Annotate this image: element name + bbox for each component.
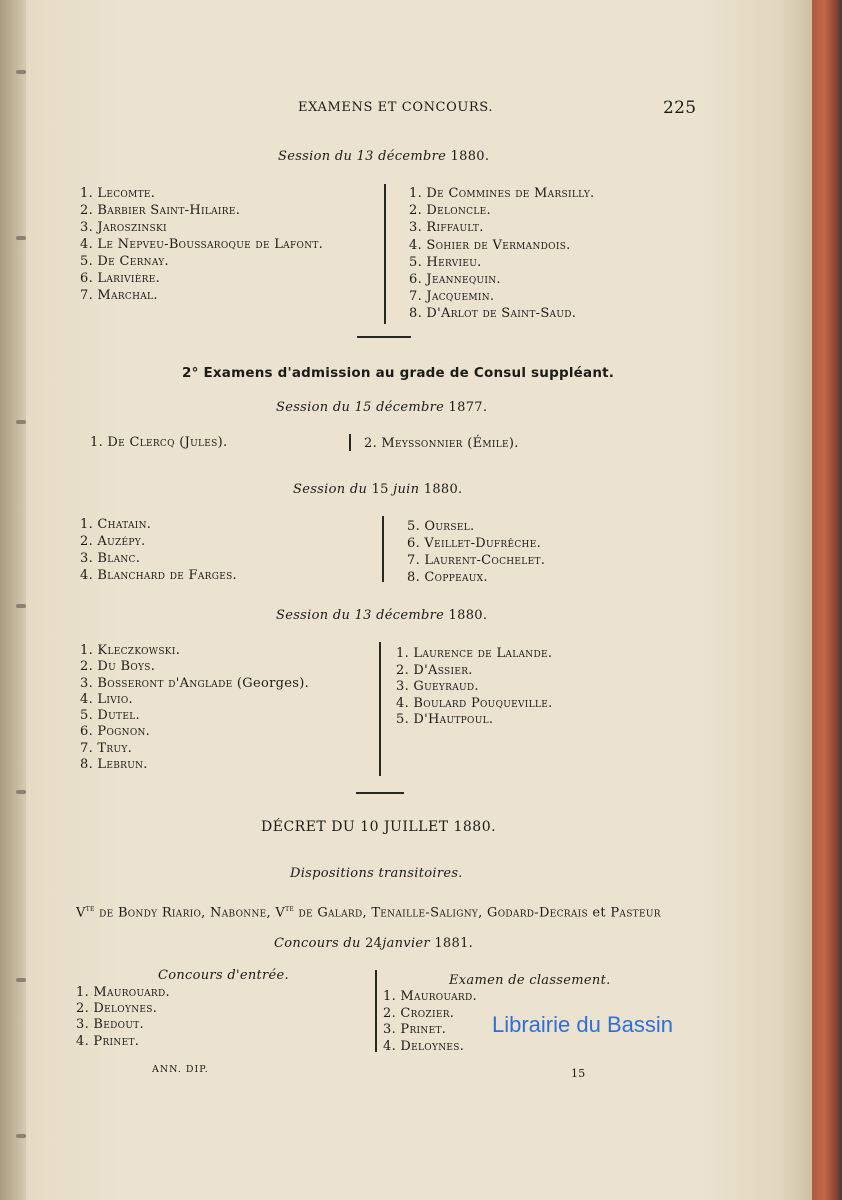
list-item: 5. D'Hautpoul. bbox=[396, 712, 494, 727]
vicomte-abbr: V bbox=[76, 905, 86, 921]
concours-month: janvier bbox=[382, 936, 430, 951]
list-item: 2. D'Assier. bbox=[396, 662, 473, 678]
session-year: 1880. bbox=[450, 149, 490, 164]
session-heading-1 bbox=[278, 149, 489, 164]
list-item: 7. Truy. bbox=[80, 740, 133, 756]
session-word: Session bbox=[276, 400, 329, 415]
binding-stitch bbox=[16, 420, 26, 424]
session-month: juin bbox=[393, 482, 420, 497]
conjunction: et bbox=[592, 905, 606, 921]
binding-stitch bbox=[16, 1134, 26, 1138]
list-item: 3. Bedout. bbox=[76, 1017, 144, 1033]
section-rule bbox=[356, 792, 404, 794]
right-column-title: Examen de classement. bbox=[449, 973, 611, 988]
list-item: 1. De Commines de Marsilly. bbox=[409, 186, 595, 201]
list-item: 1. Maurouard. bbox=[383, 989, 477, 1004]
binding-stitch bbox=[16, 978, 26, 982]
concours-heading bbox=[274, 936, 473, 951]
binding-stitch bbox=[16, 236, 26, 240]
list-item: 8. D'Arlot de Saint-Saud. bbox=[409, 306, 577, 322]
sheet-number: 15 bbox=[571, 1067, 586, 1080]
decret-title: DÉCRET DU 10 JUILLET 1880. bbox=[261, 819, 497, 835]
list-item: 3. Gueyraud. bbox=[396, 679, 479, 694]
list-item: 4. Prinet. bbox=[76, 1033, 140, 1049]
list-item: 4. Blanchard de Farges. bbox=[80, 568, 237, 583]
list-item: 4. Deloynes. bbox=[383, 1038, 465, 1054]
first-name: (Georges). bbox=[236, 675, 310, 691]
session-du: du bbox=[349, 482, 368, 497]
session-date: 13 décembre bbox=[354, 608, 445, 623]
binding-stitch bbox=[16, 604, 26, 608]
list-item: 2. Du Boys. bbox=[80, 659, 156, 675]
left-column-title: Concours d'entrée. bbox=[158, 968, 289, 983]
list-item: 5. Oursel. bbox=[407, 519, 475, 534]
session-du: du bbox=[332, 400, 351, 415]
names-part: Pasteur bbox=[605, 905, 661, 921]
vicomte-sup: te bbox=[85, 904, 95, 913]
column-divider bbox=[349, 434, 351, 451]
list-item: 5. Dutel. bbox=[80, 708, 140, 724]
decret-subtitle: Dispositions transitoires. bbox=[290, 866, 463, 881]
list-item: 1. Kleczkowski. bbox=[80, 643, 181, 658]
s3-right-list bbox=[396, 646, 553, 729]
laureate-right bbox=[364, 436, 519, 451]
list-item: 6. Veillet-Dufrêche. bbox=[407, 536, 542, 551]
session-date: 13 décembre bbox=[356, 149, 447, 164]
list-item: 6. Pognon. bbox=[80, 724, 151, 740]
session-year: 1877. bbox=[448, 400, 488, 415]
list-item: 4. Boulard Pouqueville. bbox=[396, 695, 553, 711]
session-du: du bbox=[334, 149, 353, 164]
list-item: 2. Deloynes. bbox=[76, 1001, 158, 1017]
watermark-text: Librairie du Bassin bbox=[492, 1012, 673, 1037]
vicomte-abbr: V bbox=[275, 905, 286, 921]
list-item: 2. Barbier Saint-Hilaire. bbox=[80, 203, 241, 218]
list-item: 6. Jeannequin. bbox=[409, 272, 501, 288]
list-item: 1. Laurence de Lalande. bbox=[396, 646, 553, 661]
session-date: 15 décembre bbox=[354, 400, 445, 415]
name: 1. De Clercq (Jules). bbox=[90, 435, 228, 450]
list-item: 5. Hervieu. bbox=[409, 254, 482, 270]
session-word: Session bbox=[293, 482, 346, 497]
list-item bbox=[80, 676, 309, 692]
name: 3. Bosseront d'Anglade bbox=[80, 675, 233, 691]
list-item: 4. Sohier de Vermandois. bbox=[409, 237, 571, 253]
list-item: 2. Deloncle. bbox=[409, 203, 491, 219]
concours-year: 1881. bbox=[434, 936, 474, 951]
session-heading-4 bbox=[276, 608, 487, 623]
session-du: du bbox=[332, 608, 351, 623]
list-item: 7. Jacquemin. bbox=[409, 289, 495, 305]
list-item: 3. Blanc. bbox=[80, 551, 141, 566]
session-word: Session bbox=[278, 149, 331, 164]
list-item: 1. Maurouard. bbox=[76, 985, 170, 1000]
list-item: 5. De Cernay. bbox=[80, 254, 169, 269]
concours-day: 24 bbox=[365, 936, 383, 951]
concours-word: Concours bbox=[274, 936, 339, 951]
binding-stitch bbox=[16, 790, 26, 794]
decret-right-list bbox=[383, 989, 477, 1055]
section-title: 2° Examens d'admission au grade de Consul suppléant. bbox=[182, 365, 615, 381]
name: 2. Meyssonnier (Émile). bbox=[364, 436, 519, 451]
session-heading-2 bbox=[276, 400, 487, 415]
list-item: 3. Jaroszinski bbox=[80, 220, 167, 235]
block1-right-list bbox=[409, 185, 595, 323]
column-divider bbox=[384, 184, 386, 324]
column-divider bbox=[379, 642, 381, 776]
s3-left-list bbox=[80, 643, 309, 773]
binding-stitch bbox=[16, 70, 26, 74]
session-word: Session bbox=[276, 608, 329, 623]
signature-mark: ANN. DIP. bbox=[152, 1064, 209, 1075]
decret-left-list bbox=[76, 985, 170, 1050]
names-part: de Bondy Riario, Nabonne, bbox=[94, 905, 276, 921]
list-item: 6. Larivière. bbox=[80, 271, 161, 286]
names-part: de Galard, Tenaille-Saligny, Godard-Decrais bbox=[294, 905, 593, 921]
list-item: 1. Chatain. bbox=[80, 517, 152, 532]
list-item: 1. Lecomte. bbox=[80, 186, 156, 201]
list-item: 3. Riffault. bbox=[409, 220, 484, 236]
session-year: 1880. bbox=[423, 482, 463, 497]
page-number: 225 bbox=[663, 98, 697, 118]
s2-right-list bbox=[407, 518, 545, 586]
session-day: 15 bbox=[371, 482, 389, 497]
list-item: 2. Crozier. bbox=[383, 1005, 455, 1021]
running-head: EXAMENS ET CONCOURS. bbox=[298, 100, 494, 115]
list-item: 7. Laurent-Cochelet. bbox=[407, 553, 546, 568]
decret-names bbox=[76, 904, 661, 920]
list-item: 8. Coppeaux. bbox=[407, 570, 488, 585]
column-divider bbox=[375, 970, 377, 1052]
section-rule bbox=[357, 336, 411, 338]
session-heading-3 bbox=[293, 482, 462, 497]
list-item: 4. Le Nepveu-Boussaroque de Lafont. bbox=[80, 237, 324, 252]
list-item: 7. Marchal. bbox=[80, 288, 158, 303]
list-item: 4. Livio. bbox=[80, 691, 133, 707]
s2-left-list bbox=[80, 516, 237, 584]
session-year: 1880. bbox=[448, 608, 488, 623]
list-item: 8. Lebrun. bbox=[80, 757, 148, 773]
column-divider bbox=[382, 516, 384, 582]
laureate-left bbox=[90, 435, 227, 450]
list-item: 3. Prinet. bbox=[383, 1022, 447, 1037]
list-item: 2. Auzépy. bbox=[80, 534, 146, 549]
vicomte-sup: te bbox=[285, 904, 295, 913]
page-gutter bbox=[0, 0, 26, 1200]
concours-du: du bbox=[343, 936, 361, 951]
block1-left-list bbox=[80, 185, 323, 304]
